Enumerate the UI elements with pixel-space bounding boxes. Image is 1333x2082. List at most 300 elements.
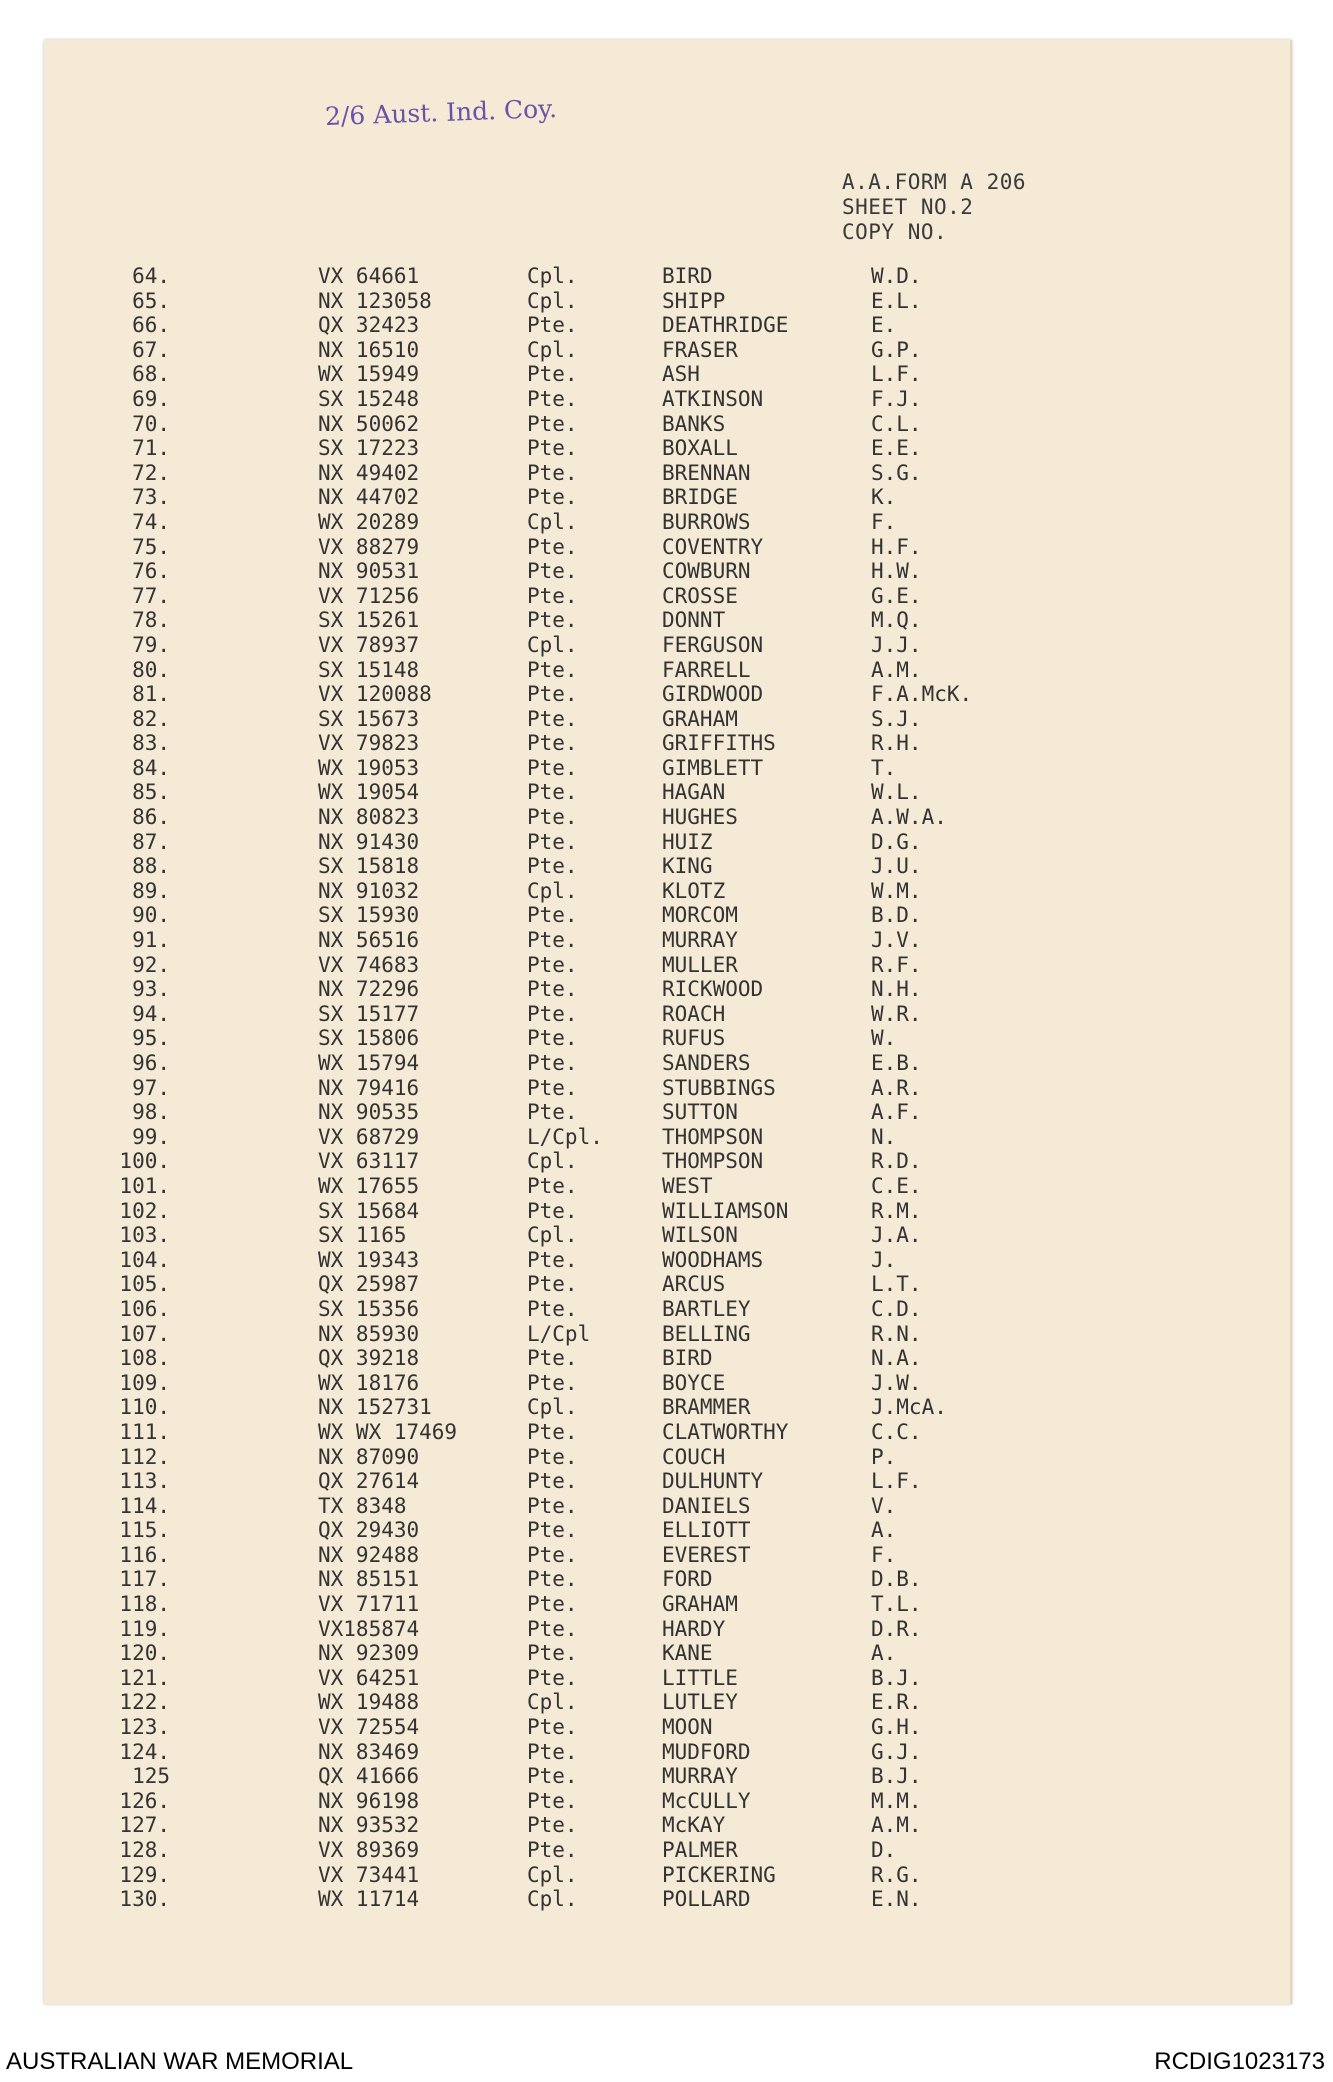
- table-row: [0, 1420, 1333, 1445]
- service-number: VX 88279: [318, 534, 420, 559]
- service-number: NX 83469: [318, 1739, 420, 1764]
- table-row: [0, 1149, 1333, 1174]
- service-number: QX 32423: [318, 313, 420, 338]
- initials: W.R.: [871, 1001, 922, 1026]
- table-row: [0, 1322, 1333, 1347]
- service-number: SX 15248: [318, 386, 420, 411]
- table-row: [0, 1469, 1333, 1494]
- row-number: 79.: [132, 632, 170, 657]
- service-number: VX 78937: [318, 632, 420, 657]
- unit-stamp: 2/6 Aust. Ind. Coy.: [324, 93, 558, 132]
- surname: ROACH: [662, 1001, 726, 1026]
- initials: A.F.: [871, 1100, 922, 1125]
- table-row: [0, 485, 1333, 510]
- rank: Pte.: [527, 1346, 578, 1371]
- rank: Pte.: [527, 1419, 578, 1444]
- table-row: [0, 1740, 1333, 1765]
- service-number: NX 91032: [318, 878, 420, 903]
- surname: FERGUSON: [662, 632, 764, 657]
- record-id: RCDIG1023173: [1154, 2048, 1325, 2075]
- rank: Pte.: [527, 854, 578, 879]
- rank: Pte.: [527, 534, 578, 559]
- service-number: NX 79416: [318, 1075, 420, 1100]
- surname: COUCH: [662, 1444, 726, 1469]
- table-row: [0, 1543, 1333, 1568]
- surname: ATKINSON: [662, 386, 764, 411]
- surname: EVEREST: [662, 1542, 751, 1567]
- row-number: 72.: [132, 460, 170, 485]
- row-number: 74.: [132, 509, 170, 534]
- table-row: [0, 1764, 1333, 1789]
- initials: G.P.: [871, 337, 922, 362]
- initials: B.D.: [871, 903, 922, 928]
- service-number: NX 92488: [318, 1542, 420, 1567]
- initials: S.J.: [871, 706, 922, 731]
- row-number: 84.: [132, 755, 170, 780]
- service-number: VX 71711: [318, 1592, 420, 1617]
- service-number: SX 15818: [318, 854, 420, 879]
- table-row: [0, 362, 1333, 387]
- rank: Pte.: [527, 460, 578, 485]
- table-row: [0, 1100, 1333, 1125]
- service-number: NX 91430: [318, 829, 420, 854]
- table-row: [0, 1641, 1333, 1666]
- service-number: WX 15949: [318, 362, 420, 387]
- initials: N.A.: [871, 1346, 922, 1371]
- table-row: [0, 313, 1333, 338]
- service-number: SX 15177: [318, 1001, 420, 1026]
- initials: L.F.: [871, 362, 922, 387]
- table-row: [0, 1813, 1333, 1838]
- rank: Pte.: [527, 1444, 578, 1469]
- row-number: 70.: [132, 411, 170, 436]
- rank: Pte.: [527, 1813, 578, 1838]
- rank: Pte.: [527, 1838, 578, 1862]
- service-number: NX 85930: [318, 1321, 420, 1346]
- rank: Pte.: [527, 682, 578, 707]
- service-number: NX 93532: [318, 1813, 420, 1838]
- row-number: 123.: [119, 1715, 170, 1740]
- rank: Cpl.: [527, 1887, 578, 1912]
- row-number: 89.: [132, 878, 170, 903]
- surname: GRIFFITHS: [662, 731, 776, 756]
- surname: BURROWS: [662, 509, 751, 534]
- table-row: [0, 1125, 1333, 1150]
- table-row: [0, 1272, 1333, 1297]
- rank: Pte.: [527, 1739, 578, 1764]
- surname: WILSON: [662, 1223, 738, 1248]
- table-row: [0, 928, 1333, 953]
- service-number: VX 68729: [318, 1124, 420, 1149]
- row-number: 110.: [119, 1395, 170, 1420]
- service-number: VX 72554: [318, 1715, 420, 1740]
- row-number: 81.: [132, 682, 170, 707]
- initials: F.J.: [871, 386, 922, 411]
- rank: Pte.: [527, 1567, 578, 1592]
- rank: Pte.: [527, 1051, 578, 1075]
- rank: Pte.: [527, 1001, 578, 1026]
- initials: D.R.: [871, 1616, 922, 1641]
- surname: MORCOM: [662, 903, 738, 928]
- row-number: 71.: [132, 436, 170, 461]
- initials: E.E.: [871, 436, 922, 461]
- service-number: NX 16510: [318, 337, 420, 362]
- table-row: [0, 1666, 1333, 1691]
- row-number: 78.: [132, 608, 170, 633]
- table-row: [0, 584, 1333, 609]
- initials: J.W.: [871, 1370, 922, 1395]
- row-number: 106.: [119, 1296, 170, 1321]
- service-number: SX 15673: [318, 706, 420, 731]
- row-number: 75.: [132, 534, 170, 559]
- row-number: 65.: [132, 288, 170, 313]
- initials: V.: [871, 1493, 897, 1518]
- service-number: QX 29430: [318, 1518, 420, 1543]
- initials: W.: [871, 1026, 897, 1051]
- initials: T.: [871, 755, 897, 780]
- archive-name: AUSTRALIAN WAR MEMORIAL: [6, 2048, 354, 2075]
- surname: RICKWOOD: [662, 977, 764, 1002]
- service-number: NX 49402: [318, 460, 420, 485]
- table-row: [0, 1199, 1333, 1224]
- service-number: SX 1165: [318, 1223, 407, 1248]
- rank: Pte.: [527, 1764, 578, 1789]
- rank: Cpl.: [527, 1862, 578, 1887]
- table-row: [0, 264, 1333, 289]
- surname: FORD: [662, 1567, 713, 1592]
- rank: Pte.: [527, 706, 578, 731]
- table-row: [0, 953, 1333, 978]
- service-number: VX 89369: [318, 1838, 420, 1862]
- surname: MULLER: [662, 952, 738, 977]
- table-row: [0, 289, 1333, 314]
- surname: SHIPP: [662, 288, 726, 313]
- initials: L.F.: [871, 1469, 922, 1494]
- initials: H.W.: [871, 559, 922, 584]
- surname: DEATHRIDGE: [662, 313, 789, 338]
- initials: A.R.: [871, 1075, 922, 1100]
- rank: Pte.: [527, 411, 578, 436]
- initials: C.L.: [871, 411, 922, 436]
- row-number: 104.: [119, 1247, 170, 1272]
- table-row: [0, 903, 1333, 928]
- rank: Cpl.: [527, 509, 578, 534]
- surname: STUBBINGS: [662, 1075, 776, 1100]
- table-row: [0, 387, 1333, 412]
- rank: Cpl.: [527, 878, 578, 903]
- row-number: 122.: [119, 1690, 170, 1715]
- table-row: [0, 1592, 1333, 1617]
- surname: PALMER: [662, 1838, 738, 1862]
- initials: D.: [871, 1838, 897, 1862]
- rank: Cpl.: [527, 337, 578, 362]
- surname: KLOTZ: [662, 878, 726, 903]
- service-number: NX 85151: [318, 1567, 420, 1592]
- rank: Pte.: [527, 1665, 578, 1690]
- table-row: [0, 1690, 1333, 1715]
- row-number: 103.: [119, 1223, 170, 1248]
- rank: Pte.: [527, 1616, 578, 1641]
- table-row: [0, 1297, 1333, 1322]
- surname: THOMPSON: [662, 1149, 764, 1174]
- surname: McKAY: [662, 1813, 726, 1838]
- rank: Pte.: [527, 1296, 578, 1321]
- service-number: VX185874: [318, 1616, 420, 1641]
- surname: LUTLEY: [662, 1690, 738, 1715]
- initials: J.McA.: [871, 1395, 947, 1420]
- row-number: 93.: [132, 977, 170, 1002]
- rank: Pte.: [527, 1173, 578, 1198]
- initials: W.M.: [871, 878, 922, 903]
- surname: BARTLEY: [662, 1296, 751, 1321]
- table-row: [0, 879, 1333, 904]
- surname: LITTLE: [662, 1665, 738, 1690]
- row-number: 76.: [132, 559, 170, 584]
- row-number: 114.: [119, 1493, 170, 1518]
- surname: GIRDWOOD: [662, 682, 764, 707]
- surname: MUDFORD: [662, 1739, 751, 1764]
- row-number: 69.: [132, 386, 170, 411]
- service-number: WX 19053: [318, 755, 420, 780]
- table-row: [0, 633, 1333, 658]
- initials: G.J.: [871, 1739, 922, 1764]
- row-number: 92.: [132, 952, 170, 977]
- surname: SANDERS: [662, 1051, 751, 1075]
- surname: DONNT: [662, 608, 726, 633]
- table-row: [0, 854, 1333, 879]
- initials: E.B.: [871, 1051, 922, 1075]
- row-number: 127.: [119, 1813, 170, 1838]
- surname: MURRAY: [662, 1764, 738, 1789]
- surname: FRASER: [662, 337, 738, 362]
- service-number: SX 15930: [318, 903, 420, 928]
- row-number: 108.: [119, 1346, 170, 1371]
- service-number: NX 90535: [318, 1100, 420, 1125]
- initials: M.M.: [871, 1788, 922, 1813]
- service-number: VX 64661: [318, 264, 420, 288]
- initials: S.G.: [871, 460, 922, 485]
- table-row: [0, 1395, 1333, 1420]
- surname: ARCUS: [662, 1272, 726, 1297]
- rank: Pte.: [527, 559, 578, 584]
- surname: HAGAN: [662, 780, 726, 805]
- service-number: VX 120088: [318, 682, 432, 707]
- initials: W.D.: [871, 264, 922, 288]
- surname: DULHUNTY: [662, 1469, 764, 1494]
- row-number: 87.: [132, 829, 170, 854]
- row-number: 129.: [119, 1862, 170, 1887]
- surname: COVENTRY: [662, 534, 764, 559]
- row-number: 67.: [132, 337, 170, 362]
- service-number: NX 152731: [318, 1395, 432, 1420]
- table-row: [0, 780, 1333, 805]
- surname: FARRELL: [662, 657, 751, 682]
- rank: Pte.: [527, 436, 578, 461]
- service-number: WX 15794: [318, 1051, 420, 1075]
- initials: R.H.: [871, 731, 922, 756]
- initials: J.: [871, 1247, 897, 1272]
- surname: HARDY: [662, 1616, 726, 1641]
- copy-number: COPY NO.: [842, 220, 948, 244]
- table-row: [0, 1346, 1333, 1371]
- service-number: VX 64251: [318, 1665, 420, 1690]
- service-number: NX 44702: [318, 485, 420, 510]
- rank: Pte.: [527, 362, 578, 387]
- table-row: [0, 1567, 1333, 1592]
- row-number: 97.: [132, 1075, 170, 1100]
- surname: CLATWORTHY: [662, 1419, 789, 1444]
- initials: J.V.: [871, 928, 922, 953]
- row-number: 102.: [119, 1198, 170, 1223]
- row-number: 116.: [119, 1542, 170, 1567]
- service-number: WX 11714: [318, 1887, 420, 1912]
- form-number: A.A.FORM A 206: [842, 170, 1027, 194]
- surname: GRAHAM: [662, 1592, 738, 1617]
- initials: F.: [871, 509, 897, 534]
- rank: Pte.: [527, 657, 578, 682]
- surname: BRENNAN: [662, 460, 751, 485]
- table-row: [0, 535, 1333, 560]
- surname: KING: [662, 854, 713, 879]
- initials: W.L.: [871, 780, 922, 805]
- rank: Pte.: [527, 313, 578, 338]
- table-row: [0, 1445, 1333, 1470]
- form-header: [842, 170, 1026, 245]
- service-number: SX 15684: [318, 1198, 420, 1223]
- surname: BELLING: [662, 1321, 751, 1346]
- sheet-number: SHEET NO.2: [842, 195, 974, 219]
- row-number: 125: [132, 1764, 170, 1789]
- row-number: 112.: [119, 1444, 170, 1469]
- surname: SUTTON: [662, 1100, 738, 1125]
- service-number: SX 17223: [318, 436, 420, 461]
- rank: Pte.: [527, 1469, 578, 1494]
- rank: Pte.: [527, 1075, 578, 1100]
- initials: F.: [871, 1542, 897, 1567]
- table-row: [0, 510, 1333, 535]
- service-number: QX 25987: [318, 1272, 420, 1297]
- initials: H.F.: [871, 534, 922, 559]
- row-number: 68.: [132, 362, 170, 387]
- service-number: WX 19488: [318, 1690, 420, 1715]
- row-number: 86.: [132, 805, 170, 830]
- initials: B.J.: [871, 1665, 922, 1690]
- surname: BRIDGE: [662, 485, 738, 510]
- initials: E.N.: [871, 1887, 922, 1912]
- service-number: SX 15356: [318, 1296, 420, 1321]
- initials: D.G.: [871, 829, 922, 854]
- row-number: 107.: [119, 1321, 170, 1346]
- rank: Pte.: [527, 485, 578, 510]
- rank: Cpl.: [527, 1690, 578, 1715]
- surname: CROSSE: [662, 583, 738, 608]
- rank: Pte.: [527, 608, 578, 633]
- table-row: [0, 1076, 1333, 1101]
- table-row: [0, 731, 1333, 756]
- table-row: [0, 1617, 1333, 1642]
- row-number: 128.: [119, 1838, 170, 1862]
- initials: R.G.: [871, 1862, 922, 1887]
- row-number: 99.: [132, 1124, 170, 1149]
- table-row: [0, 1371, 1333, 1396]
- surname: RUFUS: [662, 1026, 726, 1051]
- initials: L.T.: [871, 1272, 922, 1297]
- table-row: [0, 658, 1333, 683]
- service-number: WX 20289: [318, 509, 420, 534]
- initials: A.M.: [871, 657, 922, 682]
- initials: J.J.: [871, 632, 922, 657]
- row-number: 130.: [119, 1887, 170, 1912]
- service-number: NX 90531: [318, 559, 420, 584]
- rank: Cpl.: [527, 632, 578, 657]
- table-row: [0, 1887, 1333, 1912]
- table-row: [0, 436, 1333, 461]
- surname: POLLARD: [662, 1887, 751, 1912]
- initials: M.Q.: [871, 608, 922, 633]
- surname: ASH: [662, 362, 700, 387]
- surname: BANKS: [662, 411, 726, 436]
- rank: Pte.: [527, 977, 578, 1002]
- row-number: 120.: [119, 1641, 170, 1666]
- row-number: 90.: [132, 903, 170, 928]
- service-number: VX 71256: [318, 583, 420, 608]
- rank: Pte.: [527, 780, 578, 805]
- row-number: 85.: [132, 780, 170, 805]
- service-number: SX 15261: [318, 608, 420, 633]
- rank: Pte.: [527, 1592, 578, 1617]
- initials: E.: [871, 313, 897, 338]
- service-number: WX 19054: [318, 780, 420, 805]
- rank: Cpl.: [527, 264, 578, 288]
- surname: HUGHES: [662, 805, 738, 830]
- service-number: NX 123058: [318, 288, 432, 313]
- service-number: QX 39218: [318, 1346, 420, 1371]
- service-number: SX 15148: [318, 657, 420, 682]
- row-number: 91.: [132, 928, 170, 953]
- table-row: [0, 707, 1333, 732]
- service-number: WX WX 17469: [318, 1419, 458, 1444]
- initials: J.U.: [871, 854, 922, 879]
- rank: Pte.: [527, 1198, 578, 1223]
- table-row: [0, 830, 1333, 855]
- surname: KANE: [662, 1641, 713, 1666]
- initials: A.M.: [871, 1813, 922, 1838]
- initials: B.J.: [871, 1764, 922, 1789]
- initials: R.F.: [871, 952, 922, 977]
- service-number: VX 79823: [318, 731, 420, 756]
- service-number: QX 27614: [318, 1469, 420, 1494]
- initials: N.: [871, 1124, 897, 1149]
- row-number: 82.: [132, 706, 170, 731]
- rank: Pte.: [527, 1026, 578, 1051]
- table-row: [0, 1715, 1333, 1740]
- table-row: [0, 1223, 1333, 1248]
- row-number: 124.: [119, 1739, 170, 1764]
- table-row: [0, 1789, 1333, 1814]
- row-number: 101.: [119, 1173, 170, 1198]
- service-number: NX 50062: [318, 411, 420, 436]
- initials: R.D.: [871, 1149, 922, 1174]
- service-number: NX 96198: [318, 1788, 420, 1813]
- row-number: 113.: [119, 1469, 170, 1494]
- service-number: WX 17655: [318, 1173, 420, 1198]
- service-number: TX 8348: [318, 1493, 407, 1518]
- table-row: [0, 1051, 1333, 1076]
- surname: THOMPSON: [662, 1124, 764, 1149]
- table-row: [0, 1518, 1333, 1543]
- table-row: [0, 1174, 1333, 1199]
- row-number: 96.: [132, 1051, 170, 1075]
